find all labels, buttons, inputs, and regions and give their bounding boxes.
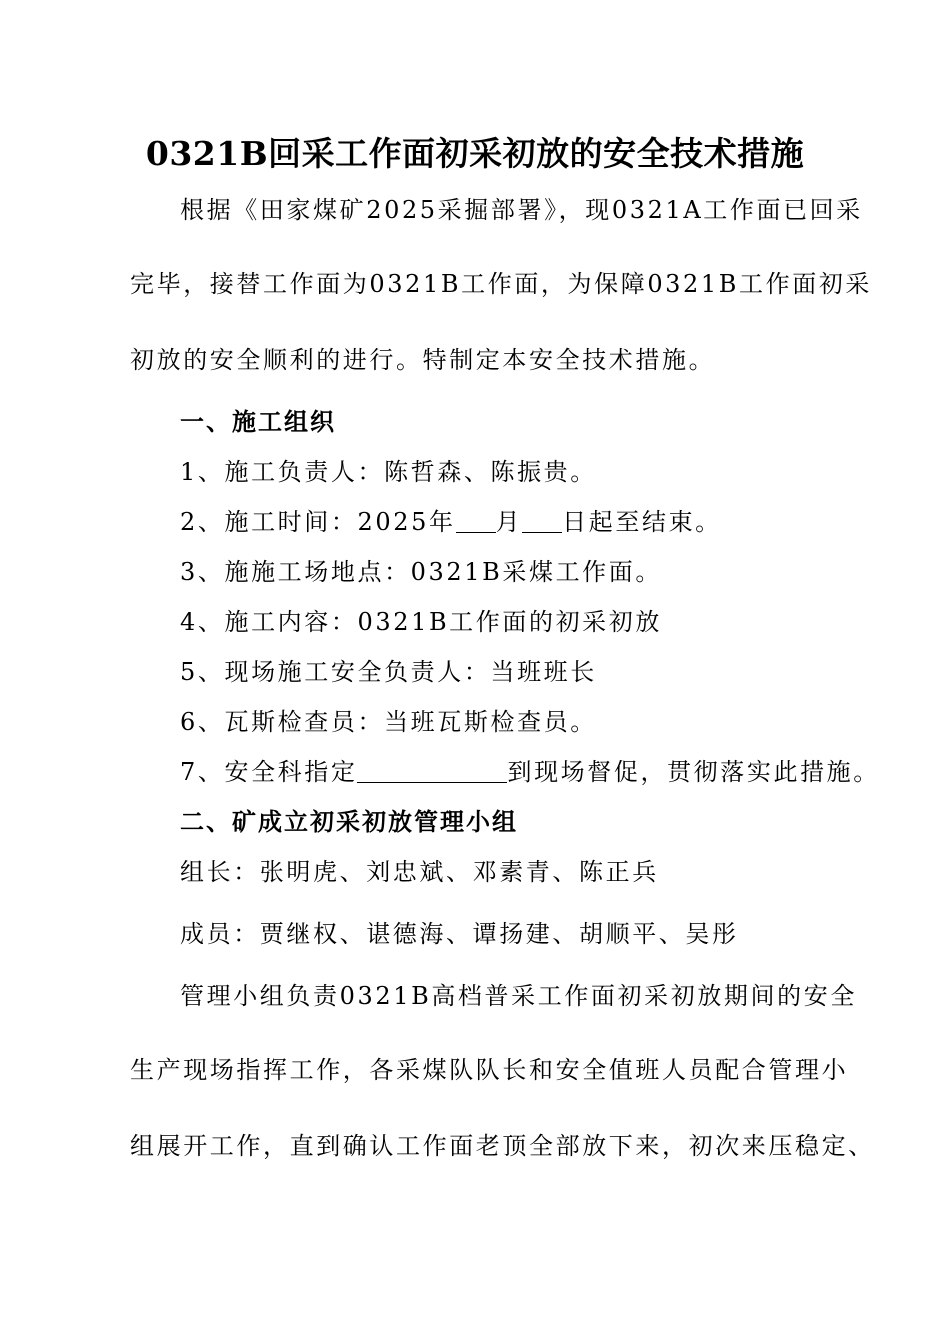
construction-time-prefix: 2、施工时间：2025年	[180, 508, 456, 536]
section-heading-management-group: 二、矿成立初采初放管理小组	[180, 807, 518, 836]
list-item-construction-leader: 1、施工负责人：陈哲森、陈振贵。	[180, 458, 597, 486]
list-item-safety-supervisor	[180, 752, 880, 787]
management-para-line-1: 管理小组负责0321B高档普采工作面初采初放期间的安全	[180, 982, 857, 1010]
management-para-line-3: 组展开工作，直到确认工作面老顶全部放下来，初次来压稳定、	[130, 1132, 875, 1160]
intro-line-1: 根据《田家煤矿2025采掘部署》，现0321A工作面已回采	[180, 196, 863, 224]
month-blank	[456, 510, 496, 533]
supervisor-name-blank	[357, 760, 507, 783]
list-item-construction-site: 3、施施工场地点：0321B采煤工作面。	[180, 558, 662, 586]
document-title: 0321B回采工作面初采初放的安全技术措施	[145, 134, 805, 173]
month-label: 月	[495, 508, 523, 536]
group-leaders: 组长：张明虎、刘忠斌、邓素青、陈正兵	[180, 858, 659, 886]
intro-line-2: 完毕，接替工作面为0321B工作面，为保障0321B工作面初采	[130, 270, 873, 298]
list-item-site-safety-leader: 5、现场施工安全负责人：当班班长	[180, 658, 597, 686]
safety-supervisor-suffix: 到现场督促，贯彻落实此措施。	[507, 758, 880, 786]
section-heading-construction-organization: 一、施工组织	[180, 407, 336, 436]
construction-time-suffix: 日起至结束。	[562, 508, 722, 536]
management-para-line-2: 生产现场指挥工作，各采煤队队长和安全值班人员配合管理小	[130, 1056, 849, 1084]
intro-line-3: 初放的安全顺利的进行。特制定本安全技术措施。	[130, 346, 716, 374]
day-blank	[522, 510, 562, 533]
safety-supervisor-prefix: 7、安全科指定	[180, 758, 358, 786]
group-members: 成员：贾继权、谌德海、谭扬建、胡顺平、吴彤	[180, 920, 739, 948]
list-item-construction-time	[180, 502, 722, 537]
list-item-construction-content: 4、施工内容：0321B工作面的初采初放	[180, 608, 662, 636]
list-item-gas-inspector: 6、瓦斯检查员：当班瓦斯检查员。	[180, 708, 597, 736]
